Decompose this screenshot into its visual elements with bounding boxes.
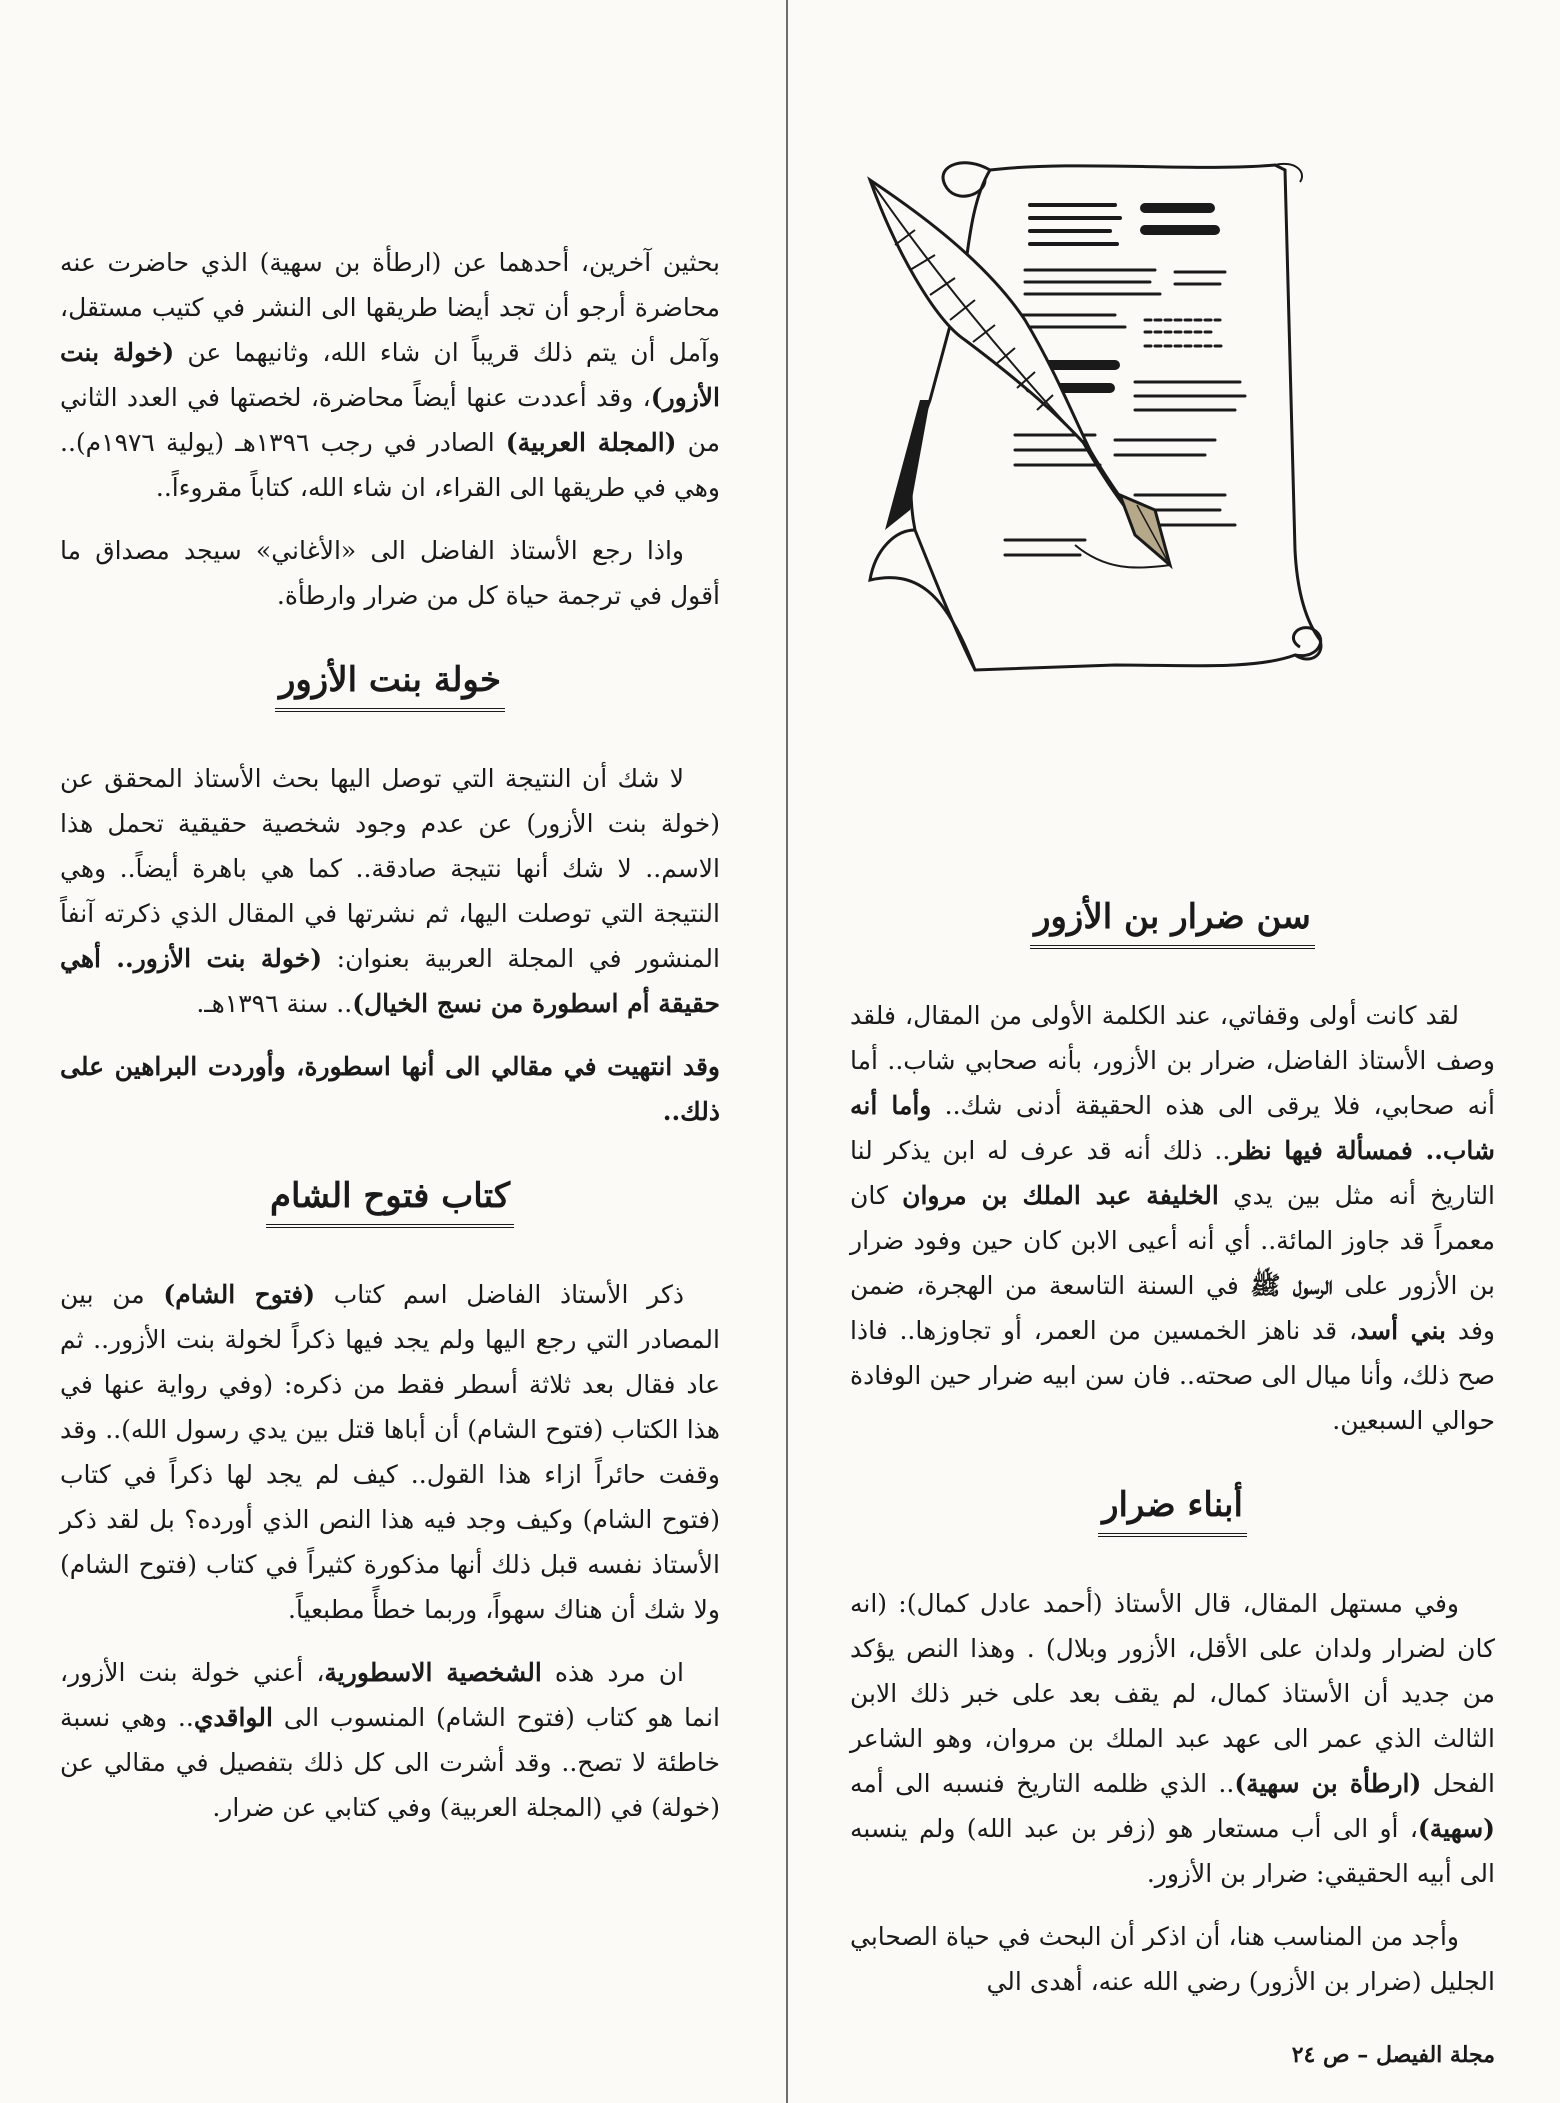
paragraph: بحثين آخرين، أحدهما عن (ارطأة بن سهية) الذي حاضرت عنه محاضرة أرجو أن تجد أيضا طريقها الى النشر في كتيب مستقل، وآمل أن يتم ذلك قريباً ان شاء الله، وثانيهما عن (خولة بنت الأزور)، وقد أعددت عنها أيضاً محاضرة، لخصتها في العدد الثاني من (المجلة العربية) الصادر في رجب ١٣٩٦هـ (يولية ١٩٧٦م).. وهي في طريقها الى القراء، ان شاء الله، كتاباً مقروءاً..: [60, 248, 720, 502]
bold-phrase: وأما أنه شاب.. فمسألة فيها نظر: [850, 1091, 1496, 1165]
section-heading: سن ضرار بن الأزور: [1030, 895, 1315, 949]
paragraph: وأجد من المناسب هنا، أن اذكر أن البحث في حياة الصحابي الجليل (ضرار بن الأزور) رضي الله عنه، أهدى الي: [850, 1922, 1495, 1996]
page-footer: مجلة الفيصل – ص ٢٤: [1291, 2042, 1495, 2068]
bold-phrase: (خولة بنت الأزور.. أهي حقيقة أم اسطورة من نسج الخيال): [60, 944, 720, 1018]
section-heading: كتاب فتوح الشام: [266, 1174, 514, 1228]
paragraph: وقد انتهيت في مقالي الى أنها اسطورة، وأوردت البراهين على ذلك..: [60, 1052, 720, 1126]
paragraph: ذكر الأستاذ الفاضل اسم كتاب (فتوح الشام) من بين المصادر التي رجع اليها ولم يجد فيها ذكراً لخولة بنت الأزور.. ثم عاد فقال بعد ثلاثة أسطر فقط من ذكره: (وفي رواية عنها في هذا الكتاب (فتوح الشام) أن أباها قتل بين يدي رسول الله).. وقد وقفت حائراً ازاء هذا القول.. كيف لم يجد لها ذكراً في كتاب (فتوح الشام) وكيف وجد فيه هذا النص الذي أورده؟ بل لقد ذكر الأستاذ نفسه قبل ذلك أنها مذكورة كثيراً في كتاب (فتوح الشام) ولا شك أن هناك سهواً، وربما خطأً مطبعياً.: [60, 1280, 720, 1624]
bold-phrase: (سهية): [1417, 1814, 1495, 1843]
bold-phrase: (خولة بنت الأزور): [60, 338, 720, 412]
column-divider: [786, 0, 788, 2103]
bold-phrase: (المجلة العربية): [505, 428, 677, 457]
scroll-and-quill-icon: [855, 150, 1355, 710]
paragraph: ان مرد هذه الشخصية الاسطورية، أعني خولة بنت الأزور، انما هو كتاب (فتوح الشام) المنسوب الى الواقدي.. وهي نسبة خاطئة لا تصح.. وقد أشرت الى كل ذلك بتفصيل في مقالي عن (خولة) في (المجلة العربية) وفي كتابي عن ضرار.: [60, 1658, 720, 1822]
section-heading: خولة بنت الأزور: [275, 658, 505, 712]
bold-phrase: (ارطأة بن سهية): [1234, 1769, 1422, 1798]
bold-phrase: الشخصية الاسطورية: [324, 1658, 542, 1687]
paragraph: واذا رجع الأستاذ الفاضل الى «الأغاني» سيجد مصداق ما أقول في ترجمة حياة كل من ضرار وارطأة.: [60, 536, 720, 610]
bold-phrase: بني أسد: [1357, 1316, 1446, 1345]
left-column: [60, 240, 720, 1848]
bold-phrase: الرسول ﷺ: [1250, 1271, 1333, 1300]
paragraph: وفي مستهل المقال، قال الأستاذ (أحمد عادل كمال): (انه كان لضرار ولدان على الأقل، الأزور وبلال) . وهذا النص يؤكد من جديد أن الأستاذ كمال، لم يقف بعد على خبر ذلك الابن الثالث الذي عمر الى عهد عبد الملك بن مروان، وهو الشاعر الفحل (ارطأة بن سهية).. الذي ظلمه التاريخ فنسبه الى أمه (سهية)، أو الى أب مستعار هو (زفر بن عبد الله) ولم ينسبه الى أبيه الحقيقي: ضرار بن الأزور.: [850, 1589, 1495, 1888]
section-heading: أبناء ضرار: [1098, 1483, 1247, 1537]
bold-phrase: الواقدي: [193, 1703, 273, 1732]
bold-phrase: (فتوح الشام): [163, 1280, 316, 1309]
paragraph: لقد كانت أولى وقفاتي، عند الكلمة الأولى من المقال، فلقد وصف الأستاذ الفاضل، ضرار بن الأزور، بأنه صحابي شاب.. أما أنه صحابي، فلا يرقى الى هذه الحقيقة أدنى شك.. وأما أنه شاب.. فمسألة فيها نظر.. ذلك أنه قد عرف له ابن يذكر لنا التاريخ أنه مثل بين يدي الخليفة عبد الملك بن مروان كان معمراً قد جاوز المائة.. أي أنه أعيى الابن كان حين وفود ضرار بن الأزور على الرسول ﷺ في السنة التاسعة من الهجرة، ضمن وفد بني أسد، قد ناهز الخمسين من العمر، أو تجاوزها.. فاذا صح ذلك، وأنا ميال الى صحته.. فان سن ابيه ضرار حين الوفادة حوالي السبعين.: [850, 1001, 1496, 1435]
right-column: [850, 895, 1495, 2022]
paragraph: لا شك أن النتيجة التي توصل اليها بحث الأستاذ المحقق عن (خولة بنت الأزور) عن عدم وجود شخصية حقيقية تحمل هذا الاسم.. لا شك أنها نتيجة صادقة.. كما هي باهرة أيضاً.. وهي النتيجة التي توصلت اليها، ثم نشرتها في المقال الذي ذكرته آنفاً المنشور في المجلة العربية بعنوان: (خولة بنت الأزور.. أهي حقيقة أم اسطورة من نسج الخيال).. سنة ١٣٩٦هـ.: [60, 764, 720, 1018]
bold-phrase: الخليفة عبد الملك بن مروان: [902, 1181, 1219, 1210]
